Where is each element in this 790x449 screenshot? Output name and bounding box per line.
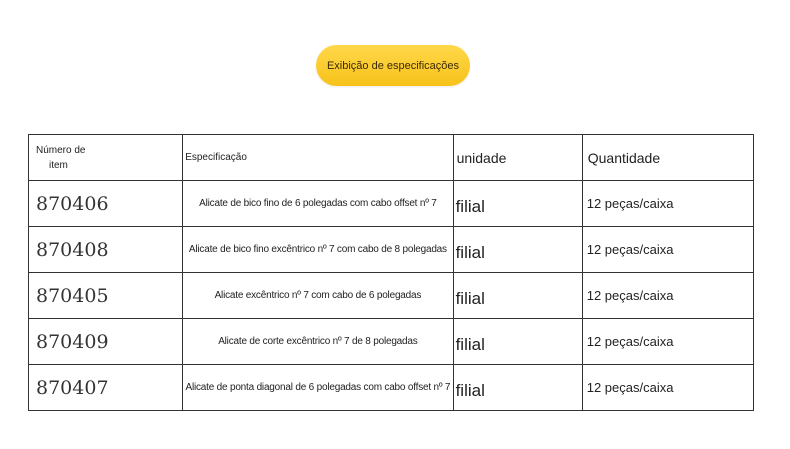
table-row <box>29 273 754 319</box>
specifications-table <box>28 134 754 411</box>
column-header-specification: Especificação <box>183 135 453 181</box>
column-header-quantity: Quantidade <box>582 135 753 181</box>
table-row <box>29 365 754 411</box>
specification-cell: Alicate de bico fino excêntrico nº 7 com cabo de 8 polegadas <box>183 227 453 273</box>
item-number-cell: 870407 <box>29 365 183 411</box>
table-header-row <box>29 135 754 181</box>
specification-cell: Alicate excêntrico nº 7 com cabo de 6 polegadas <box>183 273 453 319</box>
specification-cell: Alicate de bico fino de 6 polegadas com cabo offset nº 7 <box>183 181 453 227</box>
quantity-cell: 12 peças/caixa <box>582 181 753 227</box>
table-row <box>29 319 754 365</box>
column-header-item-number-line1: Número de <box>36 144 86 156</box>
item-number-cell: 870406 <box>29 181 183 227</box>
column-header-item-number-line2: item <box>49 159 68 171</box>
unit-cell: filial <box>453 273 582 319</box>
column-header-item-number <box>29 135 183 181</box>
table-row <box>29 227 754 273</box>
specification-cell: Alicate de corte excêntrico nº 7 de 8 polegadas <box>183 319 453 365</box>
unit-cell: filial <box>453 319 582 365</box>
item-number-cell: 870408 <box>29 227 183 273</box>
show-specifications-button[interactable]: Exibição de especificações <box>316 45 470 86</box>
table-row <box>29 181 754 227</box>
quantity-cell: 12 peças/caixa <box>582 319 753 365</box>
specification-cell: Alicate de ponta diagonal de 6 polegadas com cabo offset nº 7 <box>183 365 453 411</box>
quantity-cell: 12 peças/caixa <box>582 273 753 319</box>
column-header-unit: unidade <box>453 135 582 181</box>
quantity-cell: 12 peças/caixa <box>582 365 753 411</box>
quantity-cell: 12 peças/caixa <box>582 227 753 273</box>
unit-cell: filial <box>453 181 582 227</box>
unit-cell: filial <box>453 227 582 273</box>
item-number-cell: 870405 <box>29 273 183 319</box>
item-number-cell: 870409 <box>29 319 183 365</box>
unit-cell: filial <box>453 365 582 411</box>
